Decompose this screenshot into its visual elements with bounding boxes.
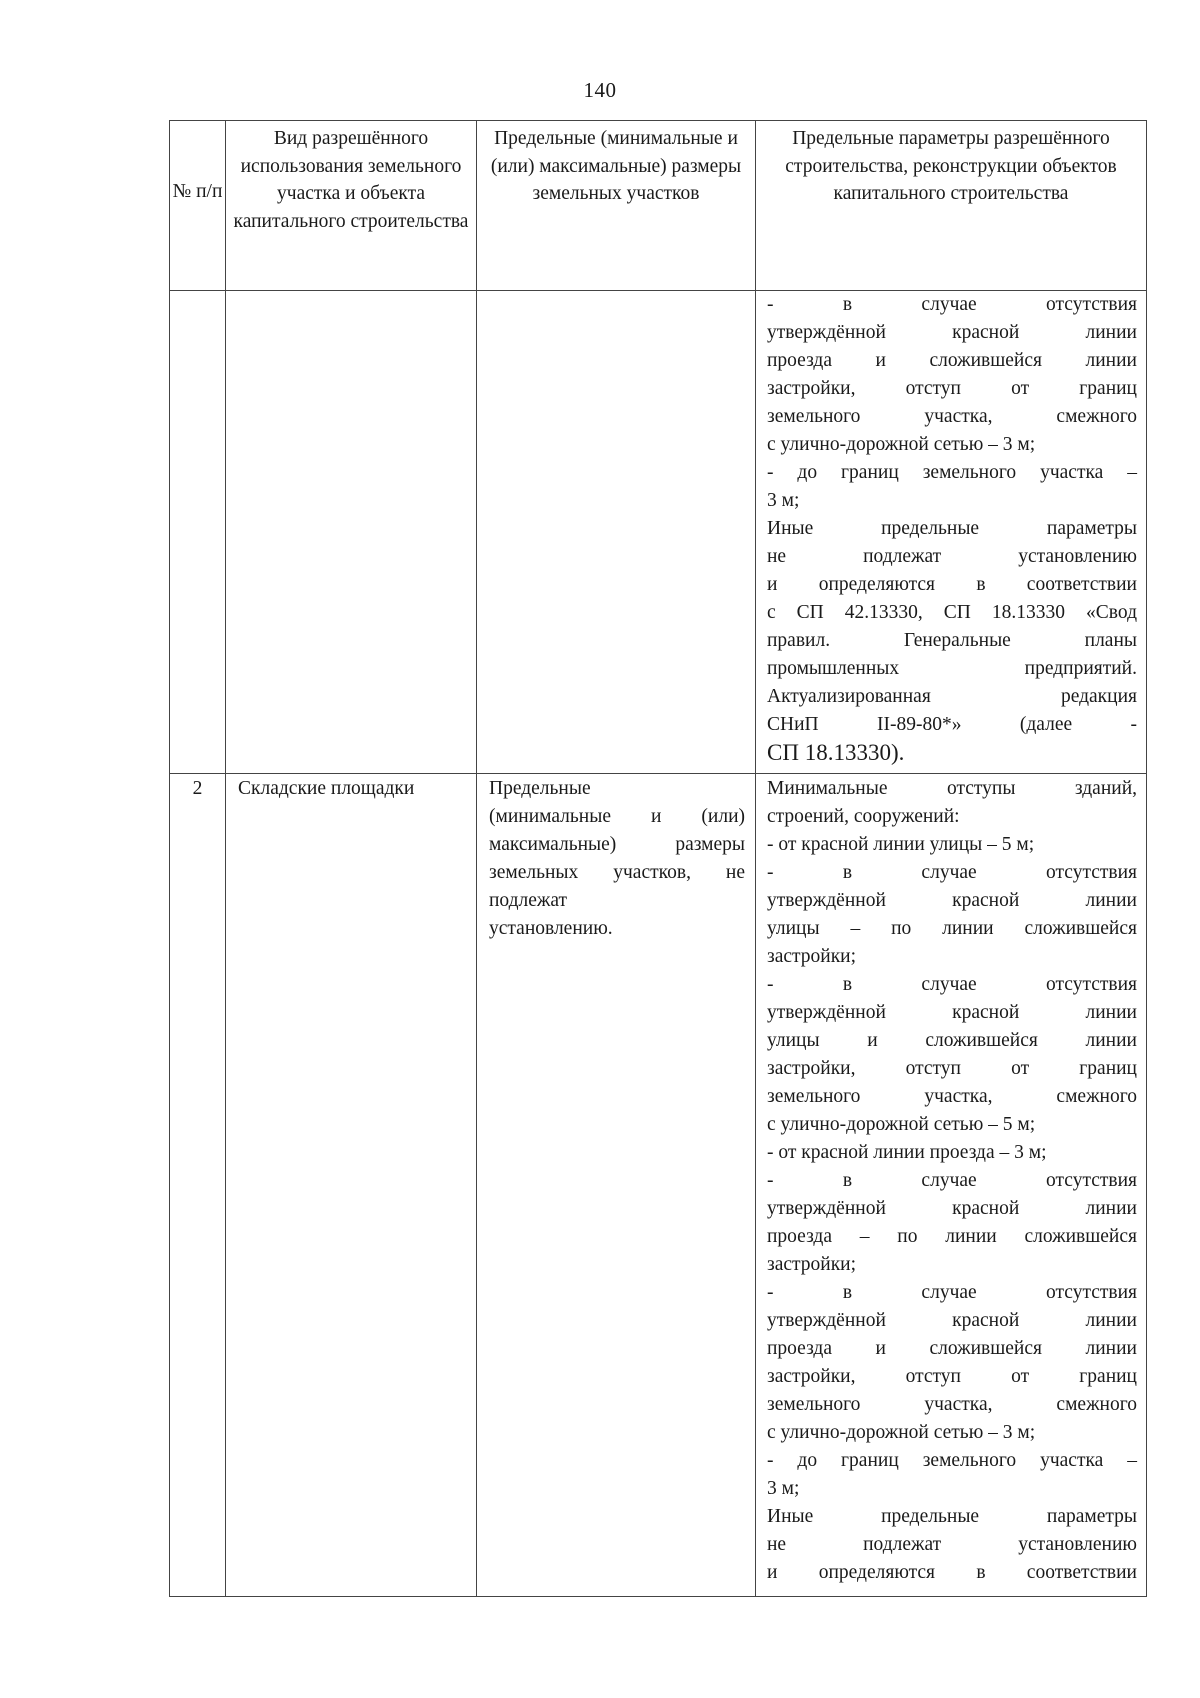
row2-params-cell — [756, 774, 1147, 1597]
header-build-params-label: Предельные параметры разрешённого строительства, реконструкции объектов капитального строительства — [785, 128, 1117, 204]
text-line: СНиП II-89-80*» (далее - — [767, 714, 1137, 735]
text-line: Предельные — [489, 778, 591, 799]
header-use-type-label: Вид разрешённого использования земельного участка и объекта капитального строительства — [233, 128, 469, 232]
text-line: 3 м; — [767, 490, 800, 511]
table-row — [170, 291, 1147, 774]
text-line: Минимальные отступы зданий, — [767, 778, 1137, 799]
text-line: промышленных предприятий. — [767, 658, 1137, 679]
row1-params-text — [756, 291, 1146, 767]
text-line: утверждённой красной линии — [767, 1198, 1137, 1219]
row2-size-text — [477, 774, 755, 943]
header-plot-size-label: Предельные (минимальные и (или) максимальные) размеры земельных участков — [490, 128, 742, 204]
text-line: не подлежат установлению — [767, 546, 1137, 567]
table-row — [170, 774, 1147, 1597]
header-plot-size — [477, 121, 756, 291]
text-line: и определяются в соответствии — [767, 1562, 1137, 1583]
text-line: утверждённой красной линии — [767, 890, 1137, 911]
row2-use-cell — [226, 774, 477, 1597]
row1-size-cell — [477, 291, 756, 774]
text-line: Иные предельные параметры — [767, 518, 1137, 539]
text-line: (минимальные и (или) — [489, 806, 745, 827]
text-line: застройки, отступ от границ — [767, 1058, 1137, 1079]
text-line: 3 м; — [767, 1478, 800, 1499]
text-line: правил. Генеральные планы — [767, 630, 1137, 651]
page-number: 140 — [583, 78, 617, 102]
text-line: - до границ земельного участка – — [767, 1450, 1137, 1471]
row2-params-text — [756, 774, 1146, 1587]
header-number — [170, 121, 226, 291]
header-use-type — [226, 121, 477, 291]
text-line: строений, сооружений: — [767, 806, 960, 827]
text-line: не подлежат установлению — [767, 1534, 1137, 1555]
text-line: Иные предельные параметры — [767, 1506, 1137, 1527]
text-line: с СП 42.13330, СП 18.13330 «Свод — [767, 602, 1137, 623]
text-line: Актуализированная редакция — [767, 686, 1137, 707]
text-line: подлежат — [489, 890, 568, 911]
header-number-label: № п/п — [172, 180, 223, 202]
text-line: утверждённой красной линии — [767, 1310, 1137, 1331]
text-line: - в случае отсутствия — [767, 974, 1137, 995]
text-line: с улично-дорожной сетью – 3 м; — [767, 434, 1036, 455]
text-line: максимальные) размеры — [489, 834, 745, 855]
text-line: проезда и сложившейся линии — [767, 350, 1137, 371]
text-line: СП 18.13330). — [767, 740, 905, 765]
text-line: застройки; — [767, 1254, 857, 1275]
text-line: земельного участка, смежного — [767, 1086, 1137, 1107]
text-line: проезда и сложившейся линии — [767, 1338, 1137, 1359]
text-line: - в случае отсутствия — [767, 294, 1137, 315]
text-line: с улично-дорожной сетью – 5 м; — [767, 1114, 1036, 1135]
text-line: с улично-дорожной сетью – 3 м; — [767, 1422, 1036, 1443]
table-header-row — [170, 121, 1147, 291]
row2-size-cell — [477, 774, 756, 1597]
text-line: - от красной линии проезда – 3 м; — [767, 1142, 1047, 1163]
regulations-table — [169, 120, 1147, 1597]
text-line: застройки; — [767, 946, 857, 967]
text-line: улицы и сложившейся линии — [767, 1030, 1137, 1051]
text-line: утверждённой красной линии — [767, 1002, 1137, 1023]
row1-number-cell — [170, 291, 226, 774]
text-line: - до границ земельного участка – — [767, 462, 1137, 483]
text-line: - от красной линии улицы – 5 м; — [767, 834, 1035, 855]
text-line: земельного участка, смежного — [767, 1394, 1137, 1415]
text-line: застройки, отступ от границ — [767, 378, 1137, 399]
text-line: и определяются в соответствии — [767, 574, 1137, 595]
text-line: земельных участков, не — [489, 862, 745, 883]
row1-params-cell — [756, 291, 1147, 774]
text-line: земельного участка, смежного — [767, 406, 1137, 427]
header-build-params — [756, 121, 1147, 291]
text-line: - в случае отсутствия — [767, 1170, 1137, 1191]
row2-use-text: Складские площадки — [238, 778, 415, 799]
text-line: установлению. — [489, 918, 613, 939]
row2-number-cell — [170, 774, 226, 1597]
text-line: - в случае отсутствия — [767, 862, 1137, 883]
text-line: - в случае отсутствия — [767, 1282, 1137, 1303]
text-line: проезда – по линии сложившейся — [767, 1226, 1137, 1247]
text-line: утверждённой красной линии — [767, 322, 1137, 343]
row1-use-cell — [226, 291, 477, 774]
text-line: застройки, отступ от границ — [767, 1366, 1137, 1387]
text-line: улицы – по линии сложившейся — [767, 918, 1137, 939]
row2-number: 2 — [192, 778, 203, 799]
